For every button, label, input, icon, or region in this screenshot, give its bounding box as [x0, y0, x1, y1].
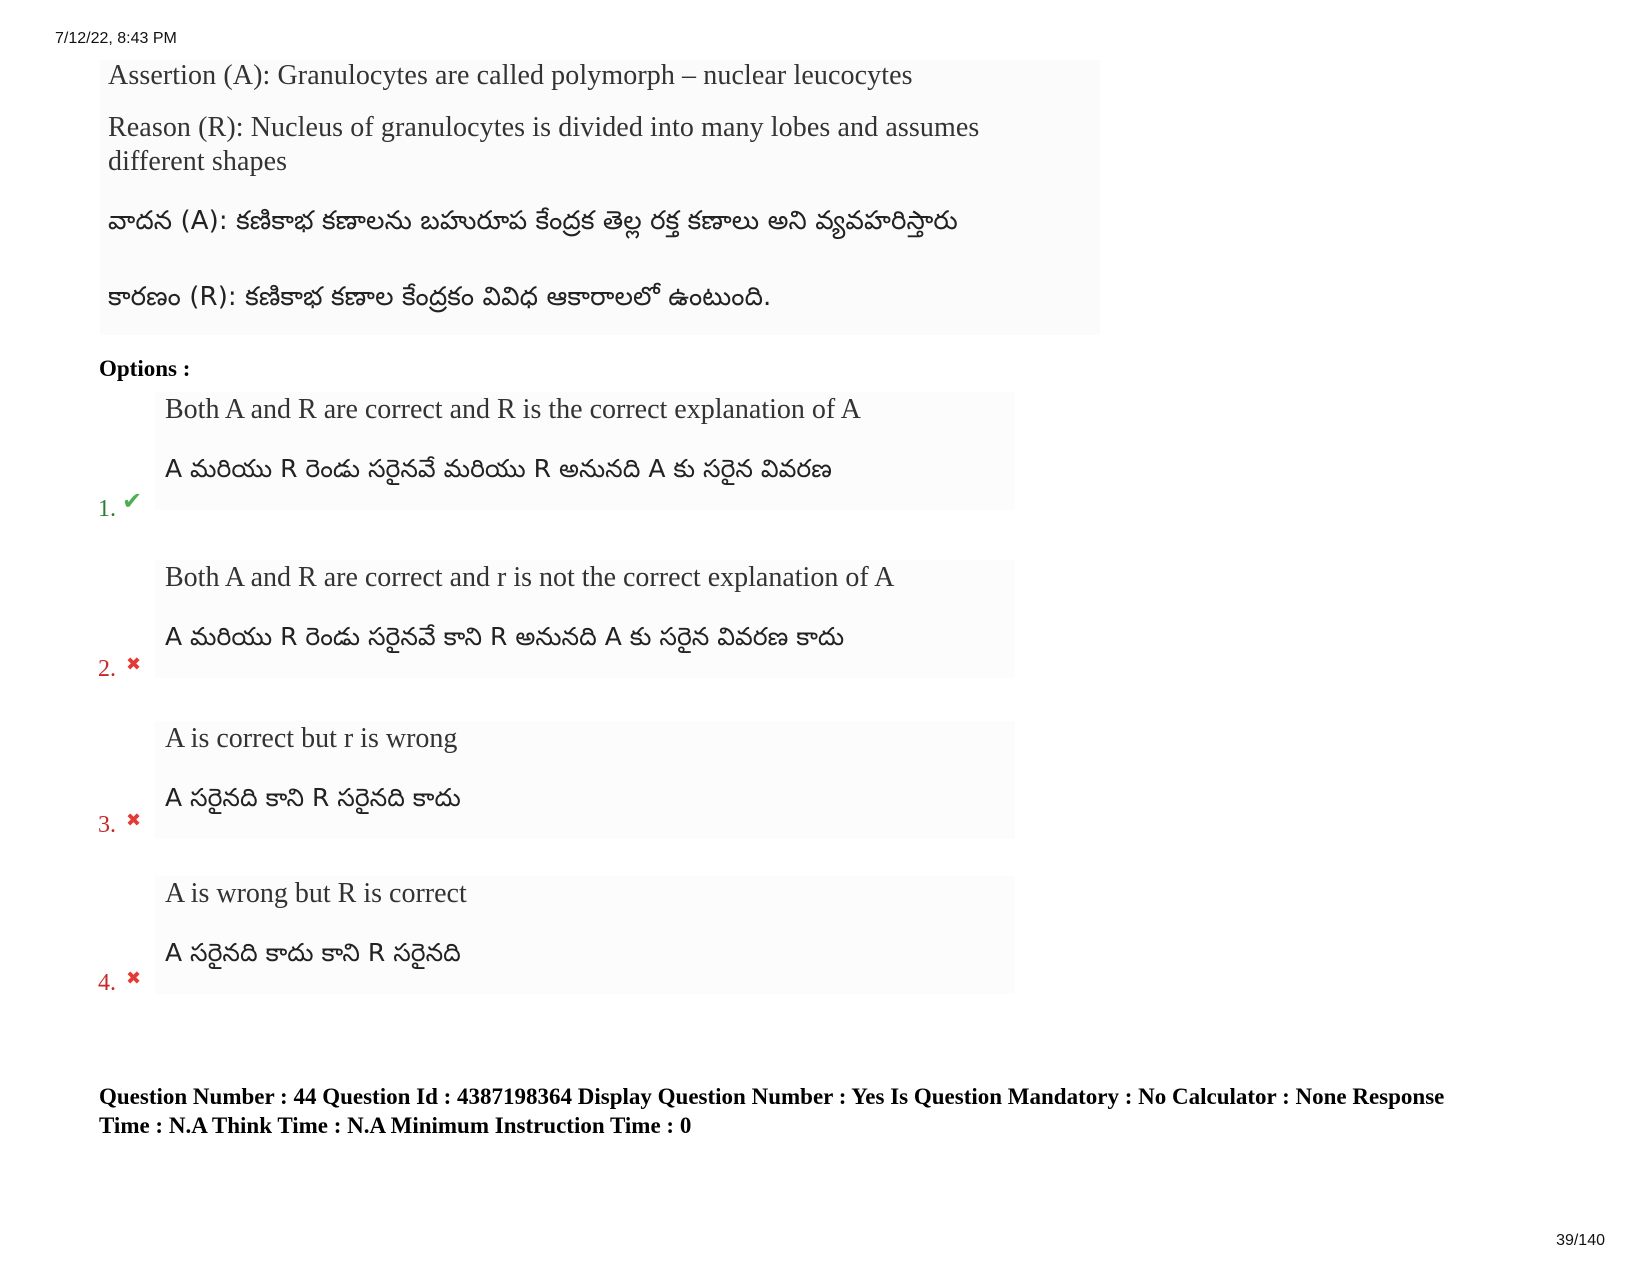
cross-icon: ✖ [126, 968, 142, 989]
option-3-telugu: A సరైనది కాని R సరైనది కాదు [165, 783, 461, 812]
option-2-image [155, 560, 1015, 678]
option-2-english: Both A and R are correct and r is not the correct explanation of A [165, 562, 895, 593]
option-4-number: 4. [98, 970, 116, 996]
option-3-english: A is correct but r is wrong [165, 723, 458, 754]
check-icon: ✔ [122, 487, 143, 515]
cross-icon: ✖ [126, 810, 142, 831]
question-metadata-line-2: Time : N.A Think Time : N.A Minimum Instruction Time : 0 [99, 1113, 692, 1138]
page-number: 39/140 [1556, 1232, 1605, 1249]
option-2-telugu: A మరియు R రెండు సరైనవే కాని R అనునది A కు సరైన వివరణ కాదు [165, 622, 845, 651]
assertion-english: Assertion (A): Granulocytes are called polymorph – nuclear leucocytes [108, 60, 913, 91]
question-metadata-line-1: Question Number : 44 Question Id : 4387198364 Display Question Number : Yes Is Question Mandatory : No Calculator : None Response [99, 1084, 1445, 1109]
reason-english-line-1: Reason (R): Nucleus of granulocytes is divided into many lobes and assumes [108, 112, 980, 143]
reason-telugu: కారణం (R): కణికాభ కణాల కేంద్రకం వివిధ ఆకారాలలో ఉంటుంది. [108, 282, 772, 312]
option-3-number: 3. [98, 812, 116, 838]
option-4-english: A is wrong but R is correct [165, 878, 467, 909]
print-timestamp: 7/12/22, 8:43 PM [55, 30, 177, 47]
question-metadata [99, 1082, 1579, 1140]
option-1-image [155, 392, 1015, 510]
option-1-number: 1. [98, 496, 116, 522]
option-4-image [155, 876, 1015, 994]
question-image [100, 60, 1100, 335]
option-1-english: Both A and R are correct and R is the correct explanation of A [165, 394, 861, 425]
cross-icon: ✖ [126, 654, 142, 675]
option-2-number: 2. [98, 656, 116, 682]
option-1-telugu: A మరియు R రెండు సరైనవే మరియు R అనునది A కు సరైన వివరణ [165, 454, 832, 483]
assertion-telugu: వాదన (A): కణికాభ కణాలను బహురూప కేంద్రక తెల్ల రక్త కణాలు అని వ్యవహరిస్తారు [108, 206, 958, 236]
option-4-telugu: A సరైనది కాదు కాని R సరైనది [165, 938, 461, 967]
reason-english-line-2: different shapes [108, 146, 288, 177]
option-3-image [155, 721, 1015, 839]
options-label: Options : [99, 356, 191, 381]
